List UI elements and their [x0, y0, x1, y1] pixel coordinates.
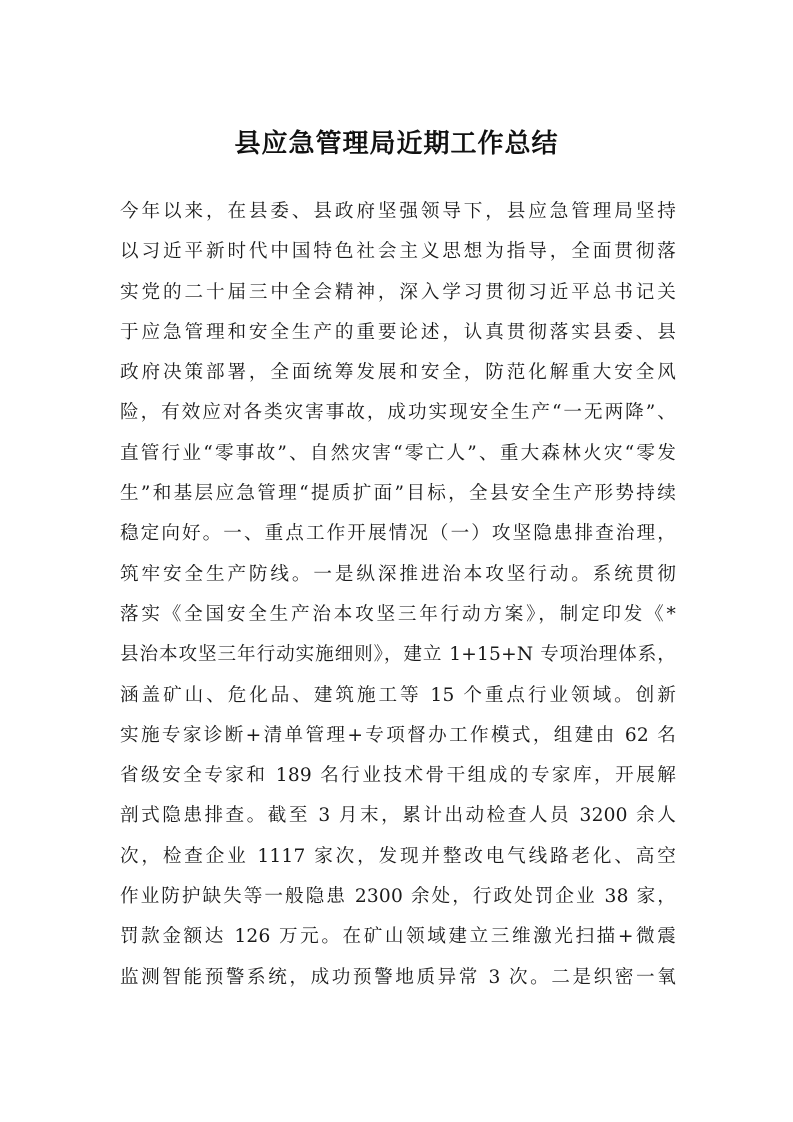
- body-line: 实施专家诊断+清单管理+专项督办工作模式，组建由 62 名: [120, 724, 676, 746]
- body-line: 县治本攻坚三年行动实施细则》，建立 1+15+N 专项治理体系，: [120, 644, 676, 666]
- body-line: 生”和基层应急管理“提质扩面”目标，全县安全生产形势持续: [120, 483, 676, 505]
- body-line: 直管行业“零事故”、自然灾害“零亡人”、重大森林火灾“零发: [120, 442, 676, 464]
- body-line: 筑牢安全生产防线。一是纵深推进治本攻坚行动。系统贯彻: [120, 563, 676, 585]
- body-line: 剖式隐患排查。截至 3 月末，累计出动检查人员 3200 余人: [120, 805, 676, 827]
- body-line: 以习近平新时代中国特色社会主义思想为指导，全面贯彻落: [120, 241, 676, 263]
- body-line: 险，有效应对各类灾害事故，成功实现安全生产“一无两降”、: [120, 402, 676, 424]
- body-line: 作业防护缺失等一般隐患 2300 余处，行政处罚企业 38 家，: [120, 886, 676, 908]
- body-line: 今年以来，在县委、县政府坚强领导下，县应急管理局坚持: [120, 201, 676, 222]
- body-line: 实党的二十届三中全会精神，深入学习贯彻习近平总书记关: [120, 281, 676, 303]
- body-line: 稳定向好。一、重点工作开展情况（一）攻坚隐患排查治理，: [120, 523, 676, 545]
- document-title: 县应急管理局近期工作总结: [234, 129, 559, 159]
- body-line: 涵盖矿山、危化品、建筑施工等 15 个重点行业领域。创新: [120, 684, 676, 706]
- body-line: 次，检查企业 1117 家次，发现并整改电气线路老化、高空: [120, 845, 676, 867]
- document-body: [120, 192, 676, 998]
- body-line: 政府决策部署，全面统筹发展和安全，防范化解重大安全风: [120, 362, 676, 384]
- body-line: 省级安全专家和 189 名行业技术骨干组成的专家库，开展解: [120, 765, 676, 787]
- body-line: 于应急管理和安全生产的重要论述，认真贯彻落实县委、县: [120, 321, 676, 343]
- body-line: 落实《全国安全生产治本攻坚三年行动方案》，制定印发《*: [120, 603, 676, 625]
- body-line: 罚款金额达 126 万元。在矿山领域建立三维激光扫描+微震: [120, 926, 676, 948]
- body-line: 监测智能预警系统，成功预警地质异常 3 次。二是织密一氧: [120, 966, 676, 988]
